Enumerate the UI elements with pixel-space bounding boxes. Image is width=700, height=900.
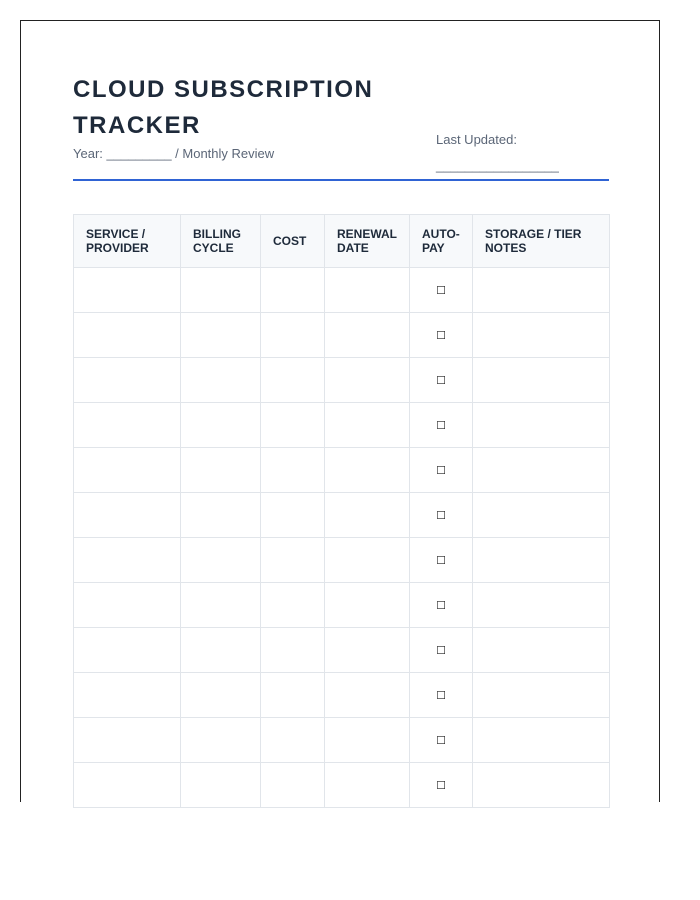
table-cell[interactable] xyxy=(74,403,181,448)
table-cell[interactable] xyxy=(325,628,410,673)
table-row xyxy=(74,403,610,448)
table-cell[interactable] xyxy=(325,403,410,448)
table-cell[interactable] xyxy=(473,763,610,808)
autopay-checkbox[interactable]: ☐ xyxy=(410,448,473,493)
table-cell[interactable] xyxy=(181,538,261,583)
table-cell[interactable] xyxy=(181,673,261,718)
autopay-checkbox[interactable]: ☐ xyxy=(410,358,473,403)
table-cell[interactable] xyxy=(473,628,610,673)
table-cell[interactable] xyxy=(261,763,325,808)
table-cell[interactable] xyxy=(261,358,325,403)
table-row xyxy=(74,718,610,763)
column-header: SERVICE / PROVIDER xyxy=(74,215,181,268)
autopay-checkbox[interactable]: ☐ xyxy=(410,403,473,448)
autopay-checkbox[interactable]: ☐ xyxy=(410,628,473,673)
table-cell[interactable] xyxy=(181,268,261,313)
page-title: CLOUD SUBSCRIPTION TRACKER xyxy=(73,76,374,139)
table-row xyxy=(74,763,610,808)
table-cell[interactable] xyxy=(181,583,261,628)
table-cell[interactable] xyxy=(74,583,181,628)
table-cell[interactable] xyxy=(261,268,325,313)
table-row xyxy=(74,583,610,628)
last-updated-label: Last Updated: xyxy=(436,132,517,147)
column-header: RENEWAL DATE xyxy=(325,215,410,268)
table-cell[interactable] xyxy=(473,538,610,583)
table-cell[interactable] xyxy=(261,448,325,493)
table-cell[interactable] xyxy=(74,313,181,358)
table-cell[interactable] xyxy=(325,538,410,583)
table-row xyxy=(74,358,610,403)
table-cell[interactable] xyxy=(325,493,410,538)
table-cell[interactable] xyxy=(74,718,181,763)
table-cell[interactable] xyxy=(74,358,181,403)
table-cell[interactable] xyxy=(473,403,610,448)
table-cell[interactable] xyxy=(181,763,261,808)
table-cell[interactable] xyxy=(181,493,261,538)
table-row xyxy=(74,268,610,313)
table-cell[interactable] xyxy=(473,493,610,538)
table-cell[interactable] xyxy=(74,493,181,538)
header-divider xyxy=(73,179,609,181)
table-cell[interactable] xyxy=(473,448,610,493)
table-cell[interactable] xyxy=(261,403,325,448)
table-cell[interactable] xyxy=(261,538,325,583)
table-cell[interactable] xyxy=(181,628,261,673)
table-cell[interactable] xyxy=(74,628,181,673)
column-header: STORAGE / TIER NOTES xyxy=(473,215,610,268)
table-row xyxy=(74,628,610,673)
table-cell[interactable] xyxy=(74,673,181,718)
column-header: BILLING CYCLE xyxy=(181,215,261,268)
table-cell[interactable] xyxy=(325,718,410,763)
table-row xyxy=(74,448,610,493)
table-cell[interactable] xyxy=(181,718,261,763)
last-updated-line: _________________ xyxy=(436,158,559,173)
table-cell[interactable] xyxy=(74,763,181,808)
table-cell[interactable] xyxy=(261,628,325,673)
autopay-checkbox[interactable]: ☐ xyxy=(410,583,473,628)
table-row xyxy=(74,493,610,538)
table-cell[interactable] xyxy=(181,448,261,493)
autopay-checkbox[interactable]: ☐ xyxy=(410,538,473,583)
table-cell[interactable] xyxy=(261,493,325,538)
table-cell[interactable] xyxy=(325,313,410,358)
last-updated xyxy=(436,127,559,179)
table-cell[interactable] xyxy=(473,268,610,313)
table-cell[interactable] xyxy=(261,313,325,358)
table-cell[interactable] xyxy=(181,358,261,403)
table-cell[interactable] xyxy=(325,358,410,403)
table-cell[interactable] xyxy=(261,583,325,628)
autopay-checkbox[interactable]: ☐ xyxy=(410,673,473,718)
autopay-checkbox[interactable]: ☐ xyxy=(410,763,473,808)
table-cell[interactable] xyxy=(325,673,410,718)
year-subtitle: Year: _________ / Monthly Review xyxy=(73,146,275,161)
table-cell[interactable] xyxy=(74,448,181,493)
subscription-table xyxy=(73,214,610,808)
table-cell[interactable] xyxy=(261,718,325,763)
column-header: COST xyxy=(261,215,325,268)
table-cell[interactable] xyxy=(181,403,261,448)
autopay-checkbox[interactable]: ☐ xyxy=(410,268,473,313)
table-cell[interactable] xyxy=(473,583,610,628)
table-cell[interactable] xyxy=(74,268,181,313)
table-cell[interactable] xyxy=(181,313,261,358)
autopay-checkbox[interactable]: ☐ xyxy=(410,493,473,538)
table-cell[interactable] xyxy=(473,358,610,403)
table-row xyxy=(74,538,610,583)
table-cell[interactable] xyxy=(261,673,325,718)
table-cell[interactable] xyxy=(473,718,610,763)
table-cell[interactable] xyxy=(74,538,181,583)
column-header: AUTO-PAY xyxy=(410,215,473,268)
table-cell[interactable] xyxy=(325,268,410,313)
table-cell[interactable] xyxy=(473,673,610,718)
table-cell[interactable] xyxy=(325,583,410,628)
autopay-checkbox[interactable]: ☐ xyxy=(410,313,473,358)
table-cell[interactable] xyxy=(325,763,410,808)
table-row xyxy=(74,673,610,718)
autopay-checkbox[interactable]: ☐ xyxy=(410,718,473,763)
table-row xyxy=(74,313,610,358)
table-cell[interactable] xyxy=(325,448,410,493)
table-cell[interactable] xyxy=(473,313,610,358)
